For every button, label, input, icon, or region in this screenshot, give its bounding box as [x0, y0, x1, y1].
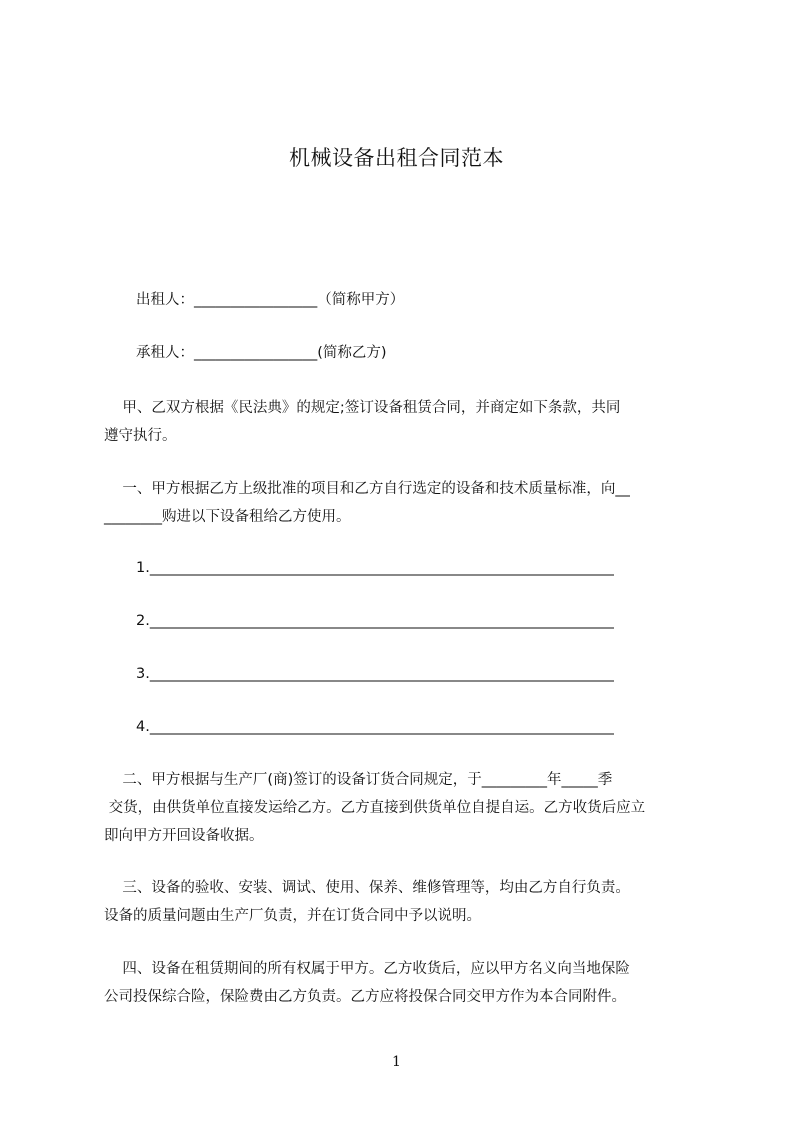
page-number: 1	[392, 1054, 401, 1070]
clause2-line-2: 交货，由供货单位直接发运给乙方。乙方直接到供货单位自提自运。乙方收货后应立	[104, 800, 646, 816]
equipment-item-2: 2.________________________________________________________________	[136, 613, 614, 629]
document-title: 机械设备出租合同范本	[289, 146, 504, 170]
clause1-line-1: 一、甲方根据乙方上级批准的项目和乙方自行选定的设备和技术质量标准，向__	[104, 481, 630, 497]
lessor-line: 出租人：_________________（简称甲方）	[136, 292, 405, 308]
clause4-line-2: 公司投保综合险，保险费由乙方负责。乙方应将投保合同交甲方作为本合同附件。	[104, 989, 626, 1005]
clause2-line-3: 即向甲方开回设备收据。	[104, 828, 264, 844]
intro-line-2: 遵守执行。	[104, 428, 177, 444]
clause3-line-1: 三、设备的验收、安装、调试、使用、保养、维修管理等，均由乙方自行负责。	[104, 880, 630, 896]
clause4-line-1: 四、设备在租赁期间的所有权属于甲方。乙方收货后，应以甲方名义向当地保险	[104, 961, 630, 977]
clause3-line-2: 设备的质量问题由生产厂负责，并在订货合同中予以说明。	[104, 908, 481, 924]
clause1-line-2: ________购进以下设备租给乙方使用。	[104, 509, 351, 525]
lessee-line: 承租人：_________________(简称乙方)	[136, 345, 387, 361]
clause2-line-1: 二、甲方根据与生产厂(商)签订的设备订货合同规定，于_________年_____季	[104, 772, 613, 788]
intro-line-1: 甲、乙双方根据《民法典》的规定;签订设备租赁合同，并商定如下条款，共同	[104, 400, 621, 416]
equipment-item-4: 4.________________________________________________________________	[136, 719, 614, 735]
equipment-item-3: 3.________________________________________________________________	[136, 666, 614, 682]
equipment-item-1: 1.________________________________________________________________	[136, 560, 614, 576]
